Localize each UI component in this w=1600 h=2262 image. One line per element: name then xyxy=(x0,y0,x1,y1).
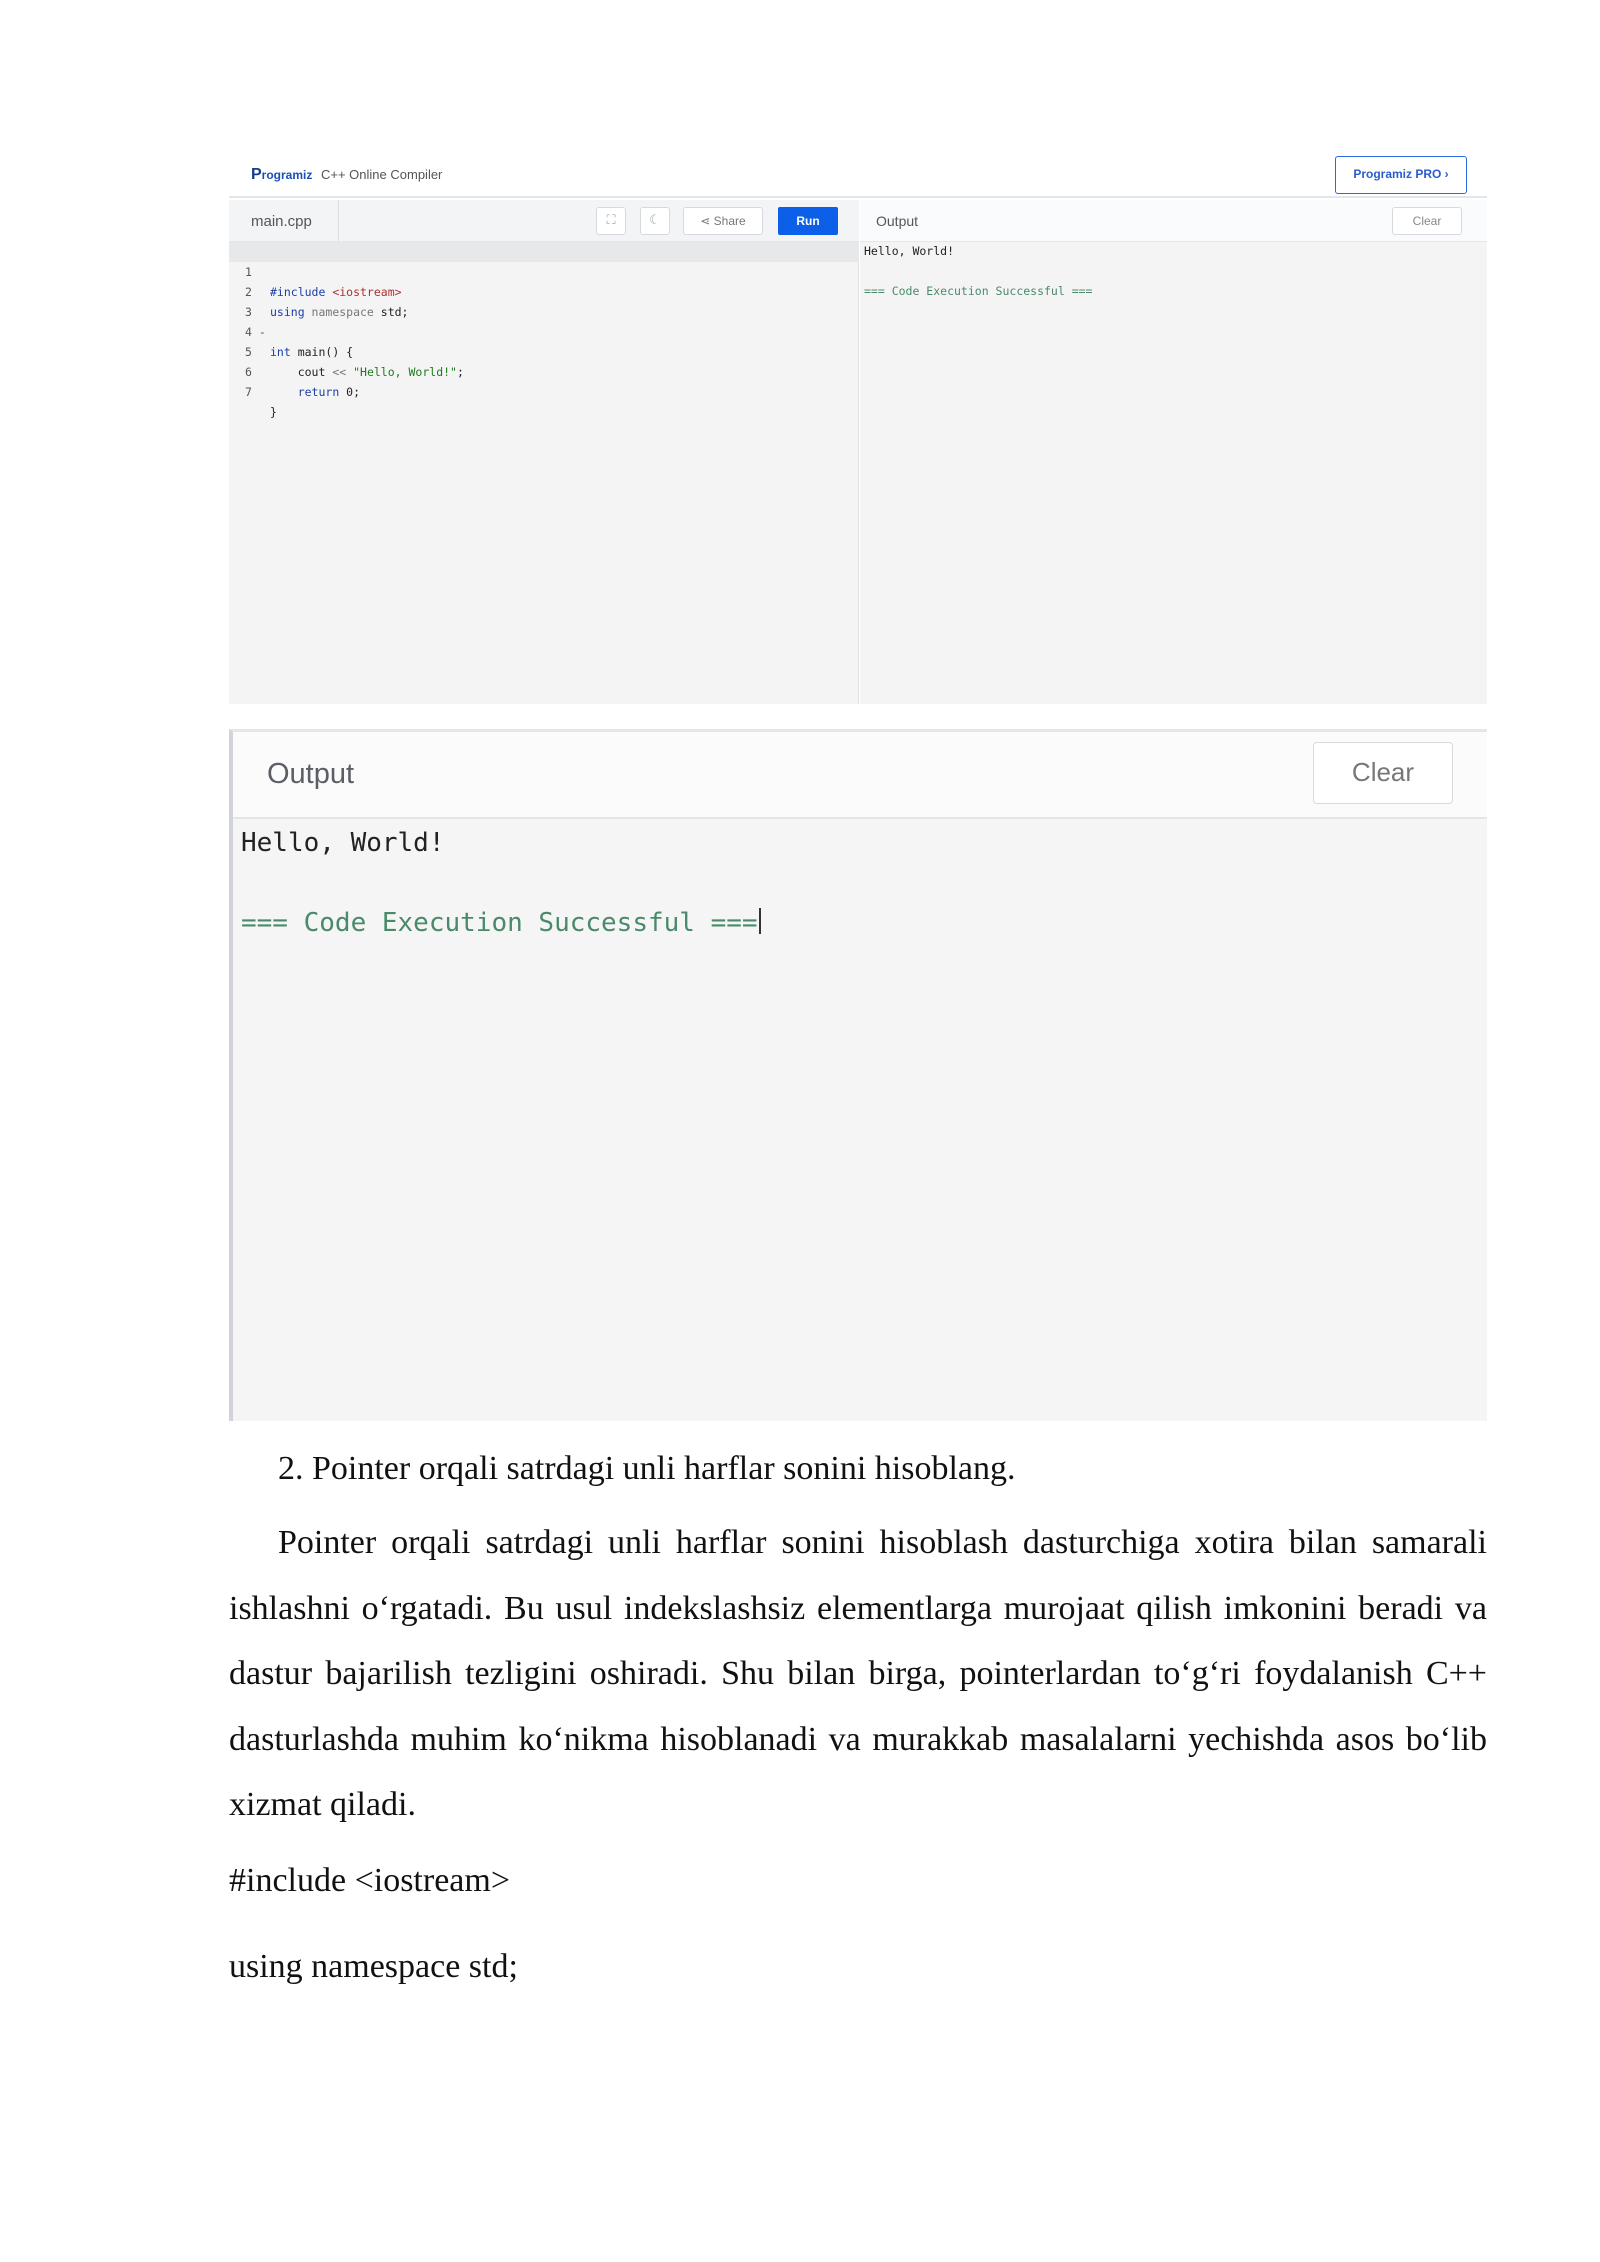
output-line: Hello, World! xyxy=(864,244,955,258)
code-line xyxy=(229,242,859,299)
output-screenshot xyxy=(229,729,1487,1421)
output-success-text: === Code Execution Successful === xyxy=(241,908,758,938)
code-line xyxy=(229,302,859,359)
code-text: int main() { xyxy=(270,345,354,359)
file-tab-main-cpp[interactable]: main.cpp xyxy=(229,200,339,242)
share-icon: ⋖ xyxy=(700,214,714,228)
programiz-logo[interactable]: Programiz xyxy=(251,166,313,183)
code-text: } xyxy=(270,405,277,419)
editor-toolbar xyxy=(229,200,859,242)
line-number: 3 xyxy=(245,305,252,319)
compiler-topbar xyxy=(229,152,1487,198)
output-header xyxy=(233,732,1487,819)
fullscreen-icon[interactable]: ⛶ xyxy=(596,207,626,235)
code-text: cout << "Hello, World!"; xyxy=(270,365,464,379)
output-panel xyxy=(860,242,1487,704)
output-label: Output xyxy=(267,758,355,790)
output-success-line xyxy=(241,908,761,938)
run-button[interactable]: Run xyxy=(778,207,838,235)
text-cursor xyxy=(759,908,761,934)
code-editor[interactable] xyxy=(229,242,859,704)
clear-button[interactable]: Clear xyxy=(1313,742,1453,804)
dark-mode-icon[interactable]: ☾ xyxy=(640,207,670,235)
line-number: 4 - xyxy=(245,325,266,339)
section-heading: 2. Pointer orqali satrdagi unli harflar sonini hisoblang. xyxy=(278,1450,1016,1487)
line-number: 6 xyxy=(245,365,252,379)
code-text: using namespace std; xyxy=(270,305,409,319)
line-number: 2 xyxy=(245,285,252,299)
code-line-namespace: using namespace std; xyxy=(229,1948,518,1985)
share-label: Share xyxy=(713,214,746,228)
clear-button[interactable]: Clear xyxy=(1392,207,1462,235)
code-text: #include <iostream> xyxy=(270,285,402,299)
programiz-pro-button[interactable]: Programiz PRO › xyxy=(1335,156,1467,194)
line-number: 1 xyxy=(245,265,252,279)
output-header xyxy=(860,200,1487,242)
code-line-include: #include <iostream> xyxy=(229,1862,510,1899)
output-success-line: === Code Execution Successful === xyxy=(864,284,1093,298)
output-line: Hello, World! xyxy=(241,828,445,858)
line-number: 7 xyxy=(245,385,252,399)
share-button[interactable] xyxy=(683,207,763,235)
body-paragraph: Pointer orqali satrdagi unli harflar sonini hisoblash dasturchiga xotira bilan samarali ishlashni o‘rgatadi. Bu usul indekslashsiz elementlarga murojaat qilish imkonini beradi va dastur bajarilish tezligini oshiradi. Shu bilan birga, pointerlardan to‘g‘ri foydalanish C++ dasturlashda muhim ko‘nikma hisoblanadi va murakkab masalalarni yechishda asos bo‘lib xizmat qiladi. xyxy=(229,1524,1487,1823)
compiler-screenshot xyxy=(229,152,1487,704)
code-text: return 0; xyxy=(297,385,361,399)
output-label: Output xyxy=(876,213,919,229)
line-number: 5 xyxy=(245,345,252,359)
compiler-title: C++ Online Compiler xyxy=(321,167,443,182)
